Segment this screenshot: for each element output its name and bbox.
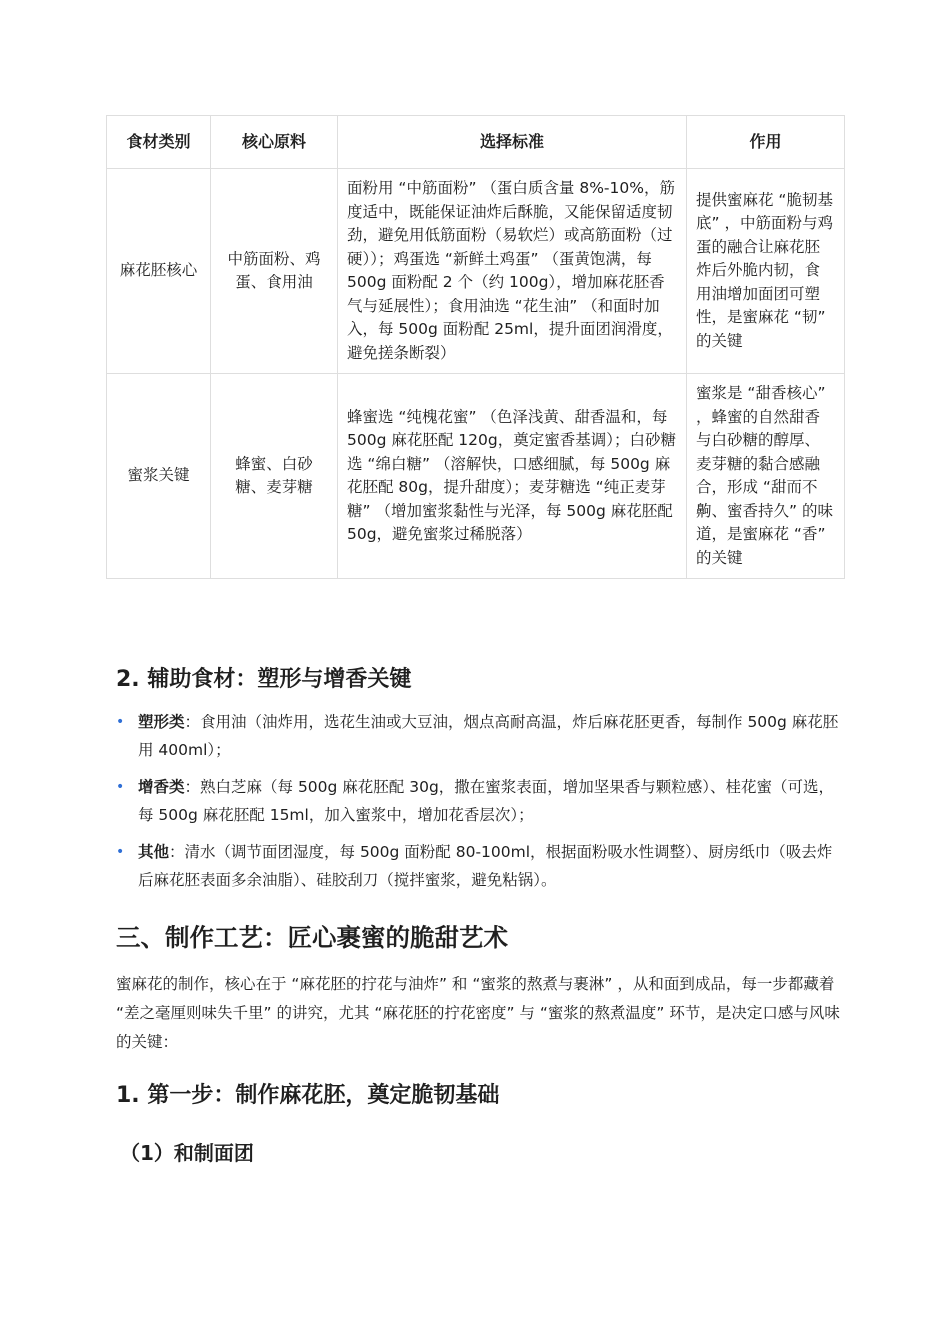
list-item bbox=[116, 838, 846, 894]
cell-role: 提供蜜麻花 “脆韧基底” ，中筋面粉与鸡蛋的融合让麻花胚炸后外脆内韧，食用油增加面团可塑性，是蜜麻花 “韧” 的关键 bbox=[687, 169, 845, 374]
item-text: ：熟白芝麻（每 500g 麻花胚配 30g，撒在蜜浆表面，增加坚果香与颗粒感）、桂花蜜（可选，每 500g 麻花胚配 15ml，加入蜜浆中，增加花香层次）； bbox=[138, 778, 835, 824]
auxiliary-list bbox=[116, 708, 846, 903]
sub1-heading: （1）和制面团 bbox=[120, 1141, 254, 1165]
cell-materials: 中筋面粉、鸡蛋、食用油 bbox=[211, 169, 338, 374]
cell-standard: 蜂蜜选 “纯槐花蜜” （色泽浅黄、甜香温和，每 500g 麻花胚配 120g，奠定蜜香基调）；白砂糖选 “绵白糖” （溶解快，口感细腻，每 500g 麻花胚配 80g，提升甜度）；麦芽糖选 “纯正麦芽糖” （增加蜜浆黏性与光泽，每 500g 麻花胚配 50g，避免蜜浆过稀脱落） bbox=[338, 374, 687, 579]
cell-category: 麻花胚核心 bbox=[107, 169, 211, 374]
item-label: 增香类 bbox=[138, 778, 185, 796]
header-materials: 核心原料 bbox=[211, 116, 338, 169]
cell-standard: 面粉用 “中筋面粉” （蛋白质含量 8%-10%，筋度适中，既能保证油炸后酥脆，又能保留适度韧劲，避免用低筋面粉（易软烂）或高筋面粉（过硬））；鸡蛋选 “新鲜土鸡蛋” （蛋黄饱满，每 500g 面粉配 2 个（约 100g），增加麻花胚香气与延展性）；食用油选 “花生油” （和面时加入，每 500g 面粉配 25ml，提升面团润滑度，避免搓条断裂） bbox=[338, 169, 687, 374]
bullet-icon: • bbox=[116, 779, 125, 795]
header-category: 食材类别 bbox=[107, 116, 211, 169]
header-role: 作用 bbox=[687, 116, 845, 169]
bullet-icon: • bbox=[116, 844, 125, 860]
bullet-icon: • bbox=[116, 714, 125, 730]
item-label: 塑形类 bbox=[138, 713, 185, 731]
table-header-row bbox=[107, 116, 845, 169]
item-text: ：食用油（油炸用，选花生油或大豆油，烟点高耐高温，炸后麻花胚更香，每制作 500g 麻花胚用 400ml）； bbox=[138, 713, 839, 759]
item-label: 其他 bbox=[138, 843, 170, 861]
table-row bbox=[107, 374, 845, 579]
cell-category: 蜜浆关键 bbox=[107, 374, 211, 579]
section3-heading: 三、制作工艺：匠心裹蜜的脆甜艺术 bbox=[116, 923, 508, 952]
item-text: ：清水（调节面团湿度，每 500g 面粉配 80-100ml，根据面粉吸水性调整）、厨房纸巾（吸去炸后麻花胚表面多余油脂）、硅胶刮刀（搅拌蜜浆，避免粘锅）。 bbox=[138, 843, 833, 889]
cell-materials: 蜂蜜、白砂糖、麦芽糖 bbox=[211, 374, 338, 579]
cell-role: 蜜浆是 “甜香核心” ，蜂蜜的自然甜香与白砂糖的醇厚、麦芽糖的黏合感融合，形成 “甜而不齁、蜜香持久” 的味道，是蜜麻花 “香” 的关键 bbox=[687, 374, 845, 579]
header-standard: 选择标准 bbox=[338, 116, 687, 169]
section3-intro: 蜜麻花的制作，核心在于 “麻花胚的拧花与油炸” 和 “蜜浆的熬煮与裹淋” ，从和面到成品，每一步都藏着 “差之毫厘则味失千里” 的讲究，尤其 “麻花胚的拧花密度” 与 “蜜浆的熬煮温度” 环节，是决定口感与风味的关键： bbox=[116, 975, 840, 1051]
list-item bbox=[116, 708, 846, 764]
section2-heading: 2. 辅助食材：塑形与增香关键 bbox=[116, 667, 412, 692]
ingredients-table bbox=[106, 115, 845, 579]
list-item bbox=[116, 773, 846, 829]
table-row bbox=[107, 169, 845, 374]
step1-heading: 1. 第一步：制作麻花胚，奠定脆韧基础 bbox=[116, 1083, 500, 1108]
